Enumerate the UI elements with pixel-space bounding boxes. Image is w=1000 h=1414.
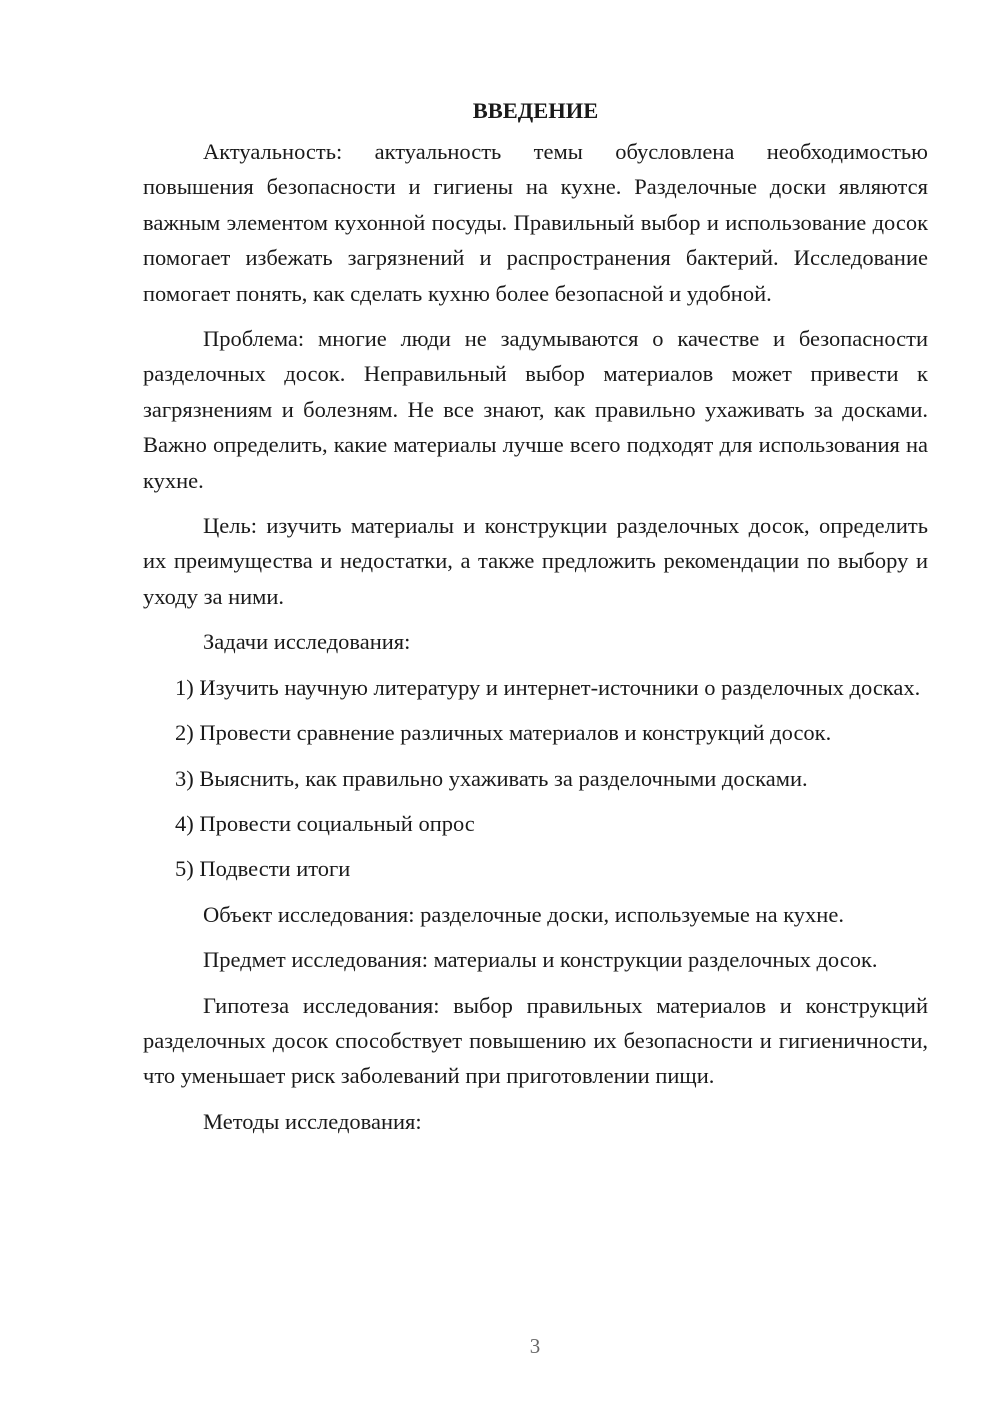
paragraph-relevance: Актуальность: актуальность темы обусловлена необходимостью повышения безопасности и гигиены на кухне. Разделочные доски являются важным элементом кухонной посуды. Правильный выбор и использование досок помогает избежать загрязнений и распространения бактерий. Исследование помогает понять, как сделать кухню более безопасной и удобной. [143, 139, 928, 306]
list-item: 4) Провести социальный опрос [175, 810, 475, 836]
paragraph-subject: Предмет исследования: материалы и конструкции разделочных досок. [203, 947, 878, 973]
list-item: 1) Изучить научную литературу и интернет-источники о разделочных досках. [175, 674, 921, 700]
list-item: 5) Подвести итоги [175, 856, 351, 882]
methods-heading: Методы исследования: [203, 1108, 422, 1134]
paragraph-problem: Проблема: многие люди не задумываются о качестве и безопасности разделочных досок. Неправильный выбор материалов может привести к загрязнениям и болезням. Не все знают, как правильно ухаживать за досками. Важно определить, какие материалы лучше всего подходят для использования на кухне. [143, 326, 928, 493]
section-title: ВВЕДЕНИЕ [472, 98, 599, 123]
tasks-list [143, 670, 928, 887]
paragraph-hypothesis: Гипотеза исследования: выбор правильных материалов и конструкций разделочных досок способствует повышению их безопасности и гигиеничности, что уменьшает риск заболеваний при приготовлении пищи. [143, 992, 928, 1089]
paragraph-goal: Цель: изучить материалы и конструкции разделочных досок, определить их преимущества и недостатки, а также предложить рекомендации по выбору и уходу за ними. [143, 513, 928, 609]
paragraph-object: Объект исследования: разделочные доски, используемые на кухне. [203, 901, 844, 927]
list-item: 2) Провести сравнение различных материалов и конструкций досок. [175, 720, 832, 746]
page-body [143, 96, 928, 1149]
list-item: 3) Выяснить, как правильно ухаживать за разделочными досками. [175, 765, 808, 791]
tasks-heading: Задачи исследования: [203, 629, 411, 655]
page-number: 3 [529, 1334, 541, 1358]
